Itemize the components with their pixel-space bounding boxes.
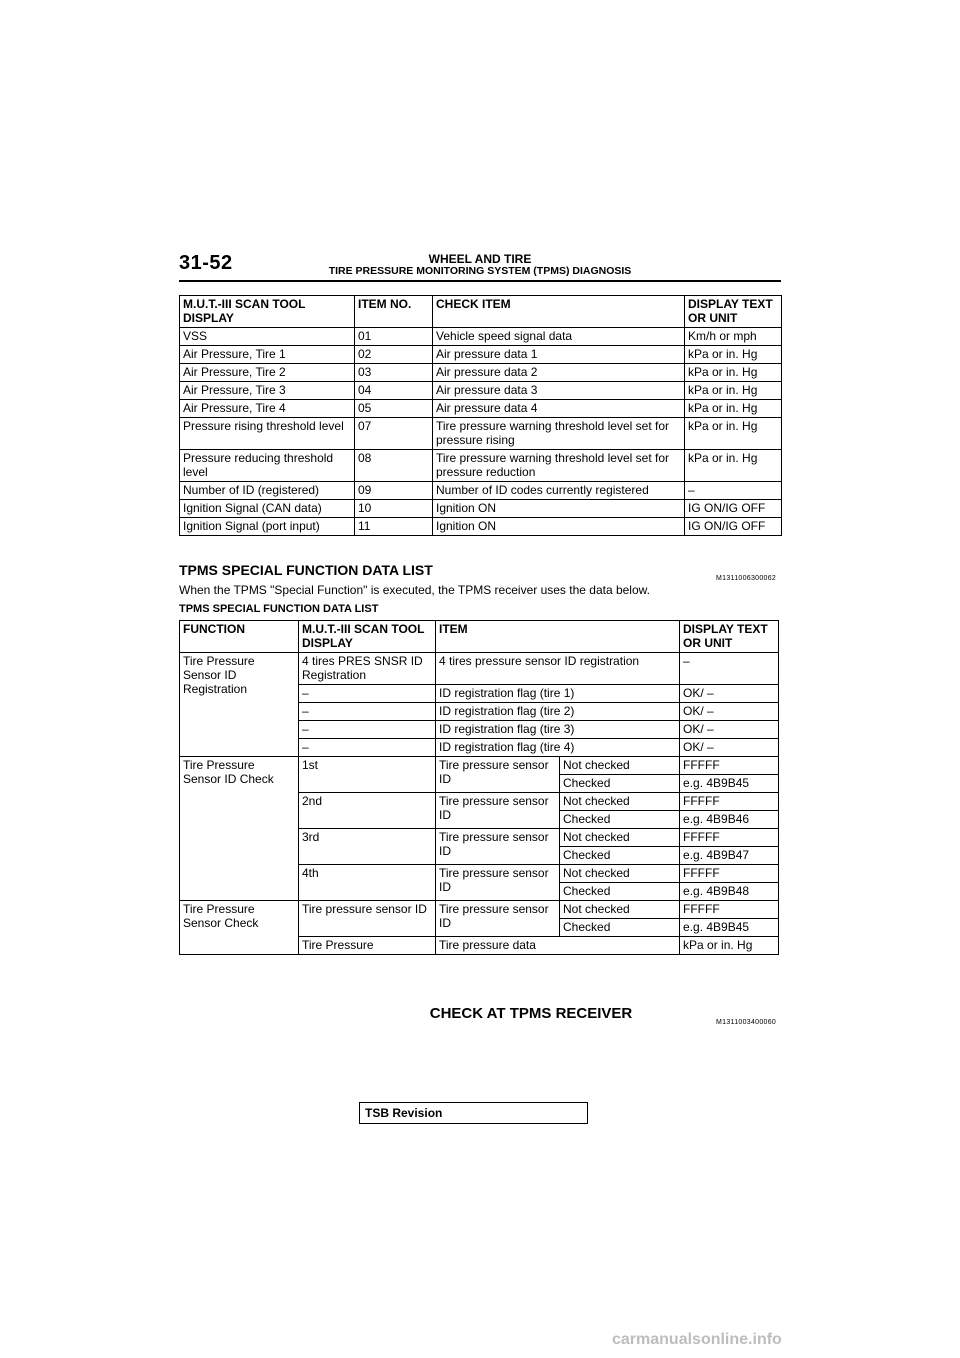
table-cell: Number of ID codes currently registered [433, 482, 685, 500]
table-cell: 4th [299, 865, 436, 901]
table-cell: 4 tires pressure sensor ID registration [436, 653, 680, 685]
table-cell: IG ON/IG OFF [685, 500, 782, 518]
table-cell: ID registration flag (tire 4) [436, 739, 680, 757]
table-cell: Number of ID (registered) [180, 482, 355, 500]
table-row [180, 500, 782, 518]
table-row [180, 518, 782, 536]
table-cell: kPa or in. Hg [685, 382, 782, 400]
table-cell: Km/h or mph [685, 328, 782, 346]
page-number: 31-52 [179, 252, 233, 274]
table-cell: 07 [355, 418, 433, 450]
table-cell: Tire pressure data [436, 937, 680, 955]
table-cell: kPa or in. Hg [685, 450, 782, 482]
table-cell: Air Pressure, Tire 4 [180, 400, 355, 418]
table-cell: Tire Pressure [299, 937, 436, 955]
table-cell: kPa or in. Hg [680, 937, 779, 955]
table-cell: Pressure reducing threshold level [180, 450, 355, 482]
check-receiver-ref-code: M1311003400060 [716, 1019, 777, 1026]
table-row [180, 382, 782, 400]
special-function-table [179, 620, 779, 955]
table-cell: Air pressure data 2 [433, 364, 685, 382]
table-cell: kPa or in. Hg [685, 400, 782, 418]
table-cell: e.g. 4B9B47 [680, 847, 779, 865]
table-cell: Ignition Signal (CAN data) [180, 500, 355, 518]
table-cell: OK/ – [680, 685, 779, 703]
table-cell: 10 [355, 500, 433, 518]
column-header: FUNCTION [180, 621, 299, 653]
check-receiver-heading: CHECK AT TPMS RECEIVER [429, 1005, 633, 1022]
column-header: M.U.T.-III SCAN TOOL DISPLAY [299, 621, 436, 653]
table-cell: Tire pressure sensor ID [299, 901, 436, 937]
table-cell: 01 [355, 328, 433, 346]
function-cell: Tire Pressure Sensor ID Registration [180, 653, 299, 757]
table-cell: Checked [560, 919, 680, 937]
table-cell: 11 [355, 518, 433, 536]
table-cell: 2nd [299, 793, 436, 829]
table-cell: 3rd [299, 829, 436, 865]
table-cell: Vehicle speed signal data [433, 328, 685, 346]
table-cell: FFFFF [680, 865, 779, 883]
special-function-intro: When the TPMS "Special Function" is executed, the TPMS receiver uses the data below. [179, 583, 650, 597]
table-cell: 1st [299, 757, 436, 793]
table-cell: 09 [355, 482, 433, 500]
table-cell: Tire pressure sensor ID [436, 757, 560, 793]
table-cell: kPa or in. Hg [685, 346, 782, 364]
table-cell: Pressure rising threshold level [180, 418, 355, 450]
table-cell: FFFFF [680, 757, 779, 775]
table-cell: 03 [355, 364, 433, 382]
table-cell: Not checked [560, 829, 680, 847]
table-cell: kPa or in. Hg [685, 364, 782, 382]
column-header: ITEM [436, 621, 680, 653]
table-row [180, 450, 782, 482]
table-row [180, 653, 779, 685]
section-subtitle: TIRE PRESSURE MONITORING SYSTEM (TPMS) DIAGNOSIS [328, 265, 632, 277]
table-cell: e.g. 4B9B45 [680, 919, 779, 937]
table-cell: – [299, 739, 436, 757]
table-cell: – [299, 703, 436, 721]
section-title: WHEEL AND TIRE [428, 252, 532, 266]
table-row [180, 418, 782, 450]
table-cell: Air Pressure, Tire 2 [180, 364, 355, 382]
table-cell: VSS [180, 328, 355, 346]
table-cell: 08 [355, 450, 433, 482]
table-cell: Ignition Signal (port input) [180, 518, 355, 536]
table-cell: FFFFF [680, 829, 779, 847]
function-cell: Tire Pressure Sensor ID Check [180, 757, 299, 901]
table-caption: TPMS SPECIAL FUNCTION DATA LIST [179, 603, 379, 615]
table-cell: Ignition ON [433, 518, 685, 536]
table-row [180, 901, 779, 919]
table-cell: Tire pressure sensor ID [436, 793, 560, 829]
table-cell: – [680, 653, 779, 685]
table-cell: Tire pressure sensor ID [436, 829, 560, 865]
table-row [180, 400, 782, 418]
table-cell: Ignition ON [433, 500, 685, 518]
table-cell: Air Pressure, Tire 3 [180, 382, 355, 400]
table-cell: Tire pressure warning threshold level set for pressure rising [433, 418, 685, 450]
table-header-row [180, 621, 779, 653]
table-cell: e.g. 4B9B46 [680, 811, 779, 829]
table-cell: Not checked [560, 901, 680, 919]
table-cell: OK/ – [680, 703, 779, 721]
table-cell: 4 tires PRES SNSR ID Registration [299, 653, 436, 685]
table-row [180, 346, 782, 364]
table-cell: kPa or in. Hg [685, 418, 782, 450]
table-cell: Not checked [560, 865, 680, 883]
table-cell: IG ON/IG OFF [685, 518, 782, 536]
special-function-heading: TPMS SPECIAL FUNCTION DATA LIST [179, 562, 433, 578]
table-cell: OK/ – [680, 721, 779, 739]
table-cell: ID registration flag (tire 1) [436, 685, 680, 703]
table-row [180, 757, 779, 775]
watermark: carmanualsonline.info [612, 1331, 782, 1348]
table-cell: Air Pressure, Tire 1 [180, 346, 355, 364]
table-cell: 04 [355, 382, 433, 400]
column-header: DISPLAY TEXT OR UNIT [685, 296, 782, 328]
table-cell: e.g. 4B9B48 [680, 883, 779, 901]
table-cell: FFFFF [680, 793, 779, 811]
table-row [180, 364, 782, 382]
function-cell: Tire Pressure Sensor Check [180, 901, 299, 955]
column-header: M.U.T.-III SCAN TOOL DISPLAY [180, 296, 355, 328]
table-cell: ID registration flag (tire 3) [436, 721, 680, 739]
table-cell: e.g. 4B9B45 [680, 775, 779, 793]
table-cell: Checked [560, 775, 680, 793]
table-cell: Checked [560, 811, 680, 829]
table-cell: Tire pressure warning threshold level set for pressure reduction [433, 450, 685, 482]
table-cell: – [299, 721, 436, 739]
section-ref-code: M1311006300062 [716, 575, 777, 582]
table-cell: – [685, 482, 782, 500]
column-header: CHECK ITEM [433, 296, 685, 328]
column-header: DISPLAY TEXT OR UNIT [680, 621, 779, 653]
table-row [180, 328, 782, 346]
table-cell: Air pressure data 3 [433, 382, 685, 400]
data-list-table [179, 295, 782, 536]
table-cell: 02 [355, 346, 433, 364]
table-cell: Checked [560, 847, 680, 865]
tsb-revision-label: TSB Revision [365, 1106, 443, 1120]
table-cell: 05 [355, 400, 433, 418]
table-cell: Tire pressure sensor ID [436, 865, 560, 901]
table-cell: Air pressure data 1 [433, 346, 685, 364]
tsb-revision-box [359, 1102, 588, 1124]
table-cell: – [299, 685, 436, 703]
table-cell: Not checked [560, 793, 680, 811]
table-cell: Air pressure data 4 [433, 400, 685, 418]
table-cell: Checked [560, 883, 680, 901]
column-header: ITEM NO. [355, 296, 433, 328]
table-cell: Tire pressure sensor ID [436, 901, 560, 937]
table-cell: FFFFF [680, 901, 779, 919]
table-cell: OK/ – [680, 739, 779, 757]
table-header-row [180, 296, 782, 328]
table-row [180, 482, 782, 500]
page-header [179, 250, 781, 282]
table-cell: ID registration flag (tire 2) [436, 703, 680, 721]
table-cell: Not checked [560, 757, 680, 775]
